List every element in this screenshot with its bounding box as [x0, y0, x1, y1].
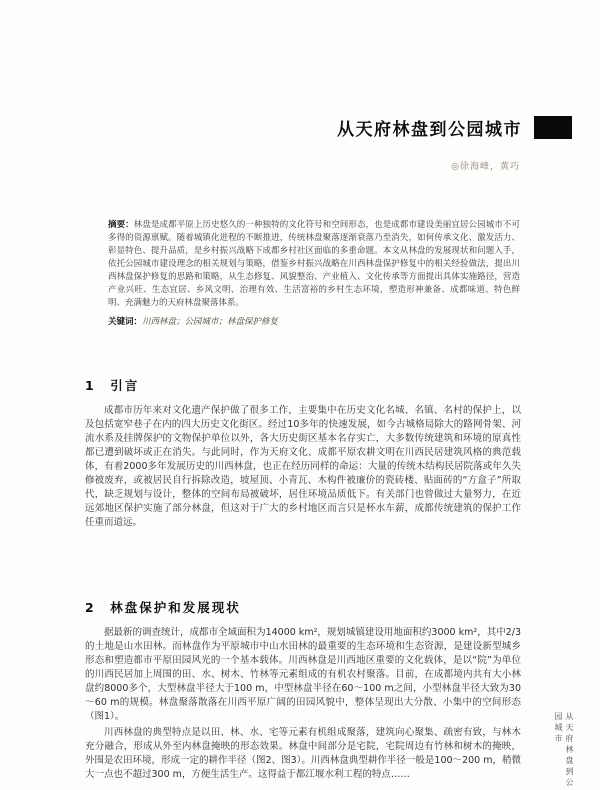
- section-linpan-status: [85, 598, 521, 784]
- abstract-label: 摘要：: [108, 220, 134, 230]
- section-2-heading: 2 林盘保护和发展现状: [85, 600, 241, 615]
- keywords-text: 川西林盘；公园城市；林盘保护修复: [142, 317, 279, 327]
- section-1-paragraph-1: 成都市历年来对文化遗产保护做了很多工作，主要集中在历史文化名城、名镇、名村的保护上，以及包括宽窄巷子在内的四大历史文化街区。经过10多年的快速发展，如今古城格局除大的路网骨架、河流水系及挂牌保护的文物保护单位以外，各大历史街区基本名存实亡，大多数传统建筑和环境的原真性都已遭到破坏或正在消失。与此同时，作为天府文化、成都平原农耕文明在川西民居建筑风格的典范载体，有着2000多年发展历史的川西林盘，也正在经历同样的命运：大量的传统木结构民居院落或年久失修被废弃，或被居民自行拆除改造，坡屋顶、小青瓦、木构件被廉价的瓷砖楼、贴面砖的“方盒子”所取代，缺乏规划与设计，整体的空间布局被破坏，居住环境品质低下。有关部门也曾做过大量努力，在近远郊地区保护实施了部分林盘，但这对于广大的乡村地区而言只是杯水车薪，成都传统建筑的保护工作任重而道远。: [85, 405, 521, 528]
- keywords-line: [108, 316, 520, 329]
- abstract-paragraph: [108, 219, 520, 310]
- article-authors: ◎徐海峰，黄巧: [451, 162, 520, 172]
- section-introduction: [85, 376, 521, 532]
- section-2-paragraph-2: 川西林盘的典型特点是以田、林、水、宅等元素有机组成聚落，建筑向心聚集、疏密有致，与林木充分融合，形成从外至内林盘掩映的形态效果。林盘中间部分是宅院，宅院周边有竹林和树木的掩映，外围是农田环境，形成一定的耕作半径（图2、图3）。川西林盘典型耕作半径一般是100～200 m，稍微大一点也不超过300 m，方便生活生产。这得益于都江堰水利工程的特点……: [85, 727, 521, 780]
- page-edge-tab: [534, 116, 572, 139]
- keywords-label: 关键词：: [108, 317, 143, 327]
- abstract-block: [108, 219, 520, 329]
- section-1-heading: 1 引言: [85, 378, 140, 393]
- side-running-title: 从天府林盘到公园城市: [554, 712, 574, 789]
- article-title: 从天府林盘到公园城市: [337, 120, 522, 140]
- section-2-paragraph-1: 据最新的调查统计，成都市全域面积为14000 km²，规划城镇建设用地面积约3000 km²，其中2/3的土地是山水田林。而林盘作为平原城市中山水田林的最重要的生态环境和生态资源，是建设新型城乡形态和塑造都市平原田园风光的一个基本载体。川西林盘是川西地区重要的文化载体，是以“院”为单位的川西民居加上周围的田、水、树木、竹林等元素组成的有机农村聚落。目前，在成都境内共有大小林盘约8000多个，大型林盘半径大于100 m，中型林盘半径在60～100 m之间，小型林盘半径大致为30～60 m的规模。林盘聚落散落在川西平原广阔的田园风貌中，整体呈现出大分散、小集中的空间形态（图1）。: [85, 627, 521, 722]
- abstract-text: 林盘是成都平原上历史悠久的一种独特的文化符号和空间形态，也是成都市建设美丽宜居公园城市不可多得的资源禀赋。随着城镇化进程的不断推进，传统林盘聚落逐渐衰落乃至消失，如何传承文化、激发活力、彰显特色、提升品质，是乡村振兴战略下成都乡村社区面临的多重命题。本文从林盘的发展现状和问题入手，依托公园城市建设理念的相关规划与策略，借鉴乡村振兴战略在川西林盘保护修复中的相关经验做法，提出川西林盘保护修复的思路和策略，从生态修复、风貌整治、产业植入、文化传承等方面提出具体实施路径，营造产业兴旺、生态宜居、乡风文明、治理有效、生活富裕的乡村生态环境，塑造形神兼备、成都味道、特色鲜明、充满魅力的天府林盘聚落体系。: [108, 220, 520, 308]
